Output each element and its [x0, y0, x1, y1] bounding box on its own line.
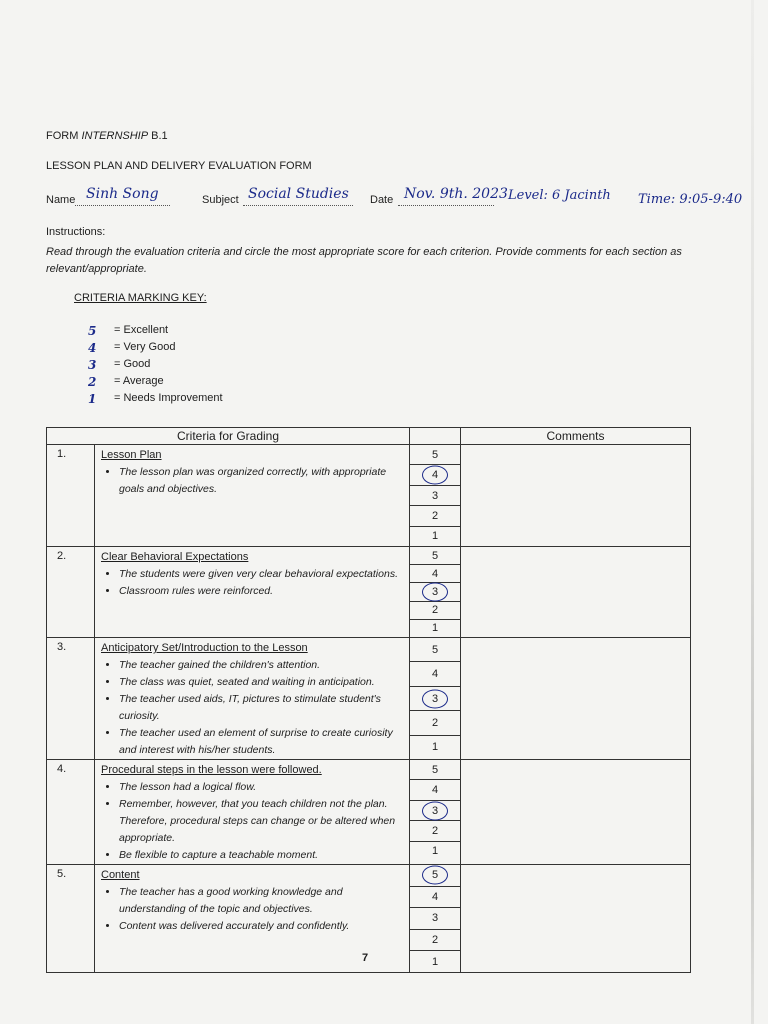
comment-cell[interactable]: [461, 760, 691, 865]
instructions-heading: Instructions:: [46, 226, 106, 238]
criterion-number: 4.: [47, 760, 95, 865]
criterion-description: [95, 547, 410, 638]
score-option[interactable]: [410, 638, 460, 662]
score-column: [410, 760, 461, 865]
page-number: 7: [362, 952, 369, 964]
criterion-number: 3.: [47, 638, 95, 760]
key-score: 3: [88, 358, 97, 372]
criterion-bullets: [101, 657, 409, 759]
selected-score-circle: [422, 466, 448, 485]
score-option[interactable]: [410, 662, 460, 686]
criterion-bullet: • The class was quiet, seated and waiting in anticipation.: [119, 674, 409, 691]
criterion-bullets: [101, 464, 409, 498]
score-value: 4: [431, 784, 439, 797]
score-column: [410, 445, 461, 547]
selected-score-circle: [422, 689, 448, 708]
score-option[interactable]: [410, 801, 460, 821]
score-value: 3: [431, 912, 439, 925]
score-value: 3: [431, 804, 439, 817]
evaluation-table: [46, 427, 691, 973]
criterion-bullets: [101, 779, 409, 864]
name-value[interactable]: Sinh Song: [86, 186, 159, 202]
criterion-description: [95, 445, 410, 547]
criterion-bullet: • The teacher has a good working knowledge and understanding of the topic and objectives.: [119, 884, 409, 918]
score-option[interactable]: [410, 711, 460, 735]
score-value: 4: [431, 668, 439, 681]
score-value: 1: [431, 955, 439, 968]
criterion-description: [95, 760, 410, 865]
score-option[interactable]: [410, 887, 460, 909]
comment-cell[interactable]: [461, 865, 691, 973]
key-label: = Average: [114, 375, 164, 387]
criteria-key-heading: CRITERIA MARKING KEY:: [74, 292, 207, 304]
comment-cell[interactable]: [461, 445, 691, 547]
score-value: 5: [431, 549, 439, 562]
form-title: LESSON PLAN AND DELIVERY EVALUATION FORM: [46, 160, 312, 172]
score-option[interactable]: [410, 930, 460, 952]
score-option[interactable]: [410, 821, 460, 841]
score-option[interactable]: [410, 602, 460, 620]
selected-score-circle: [422, 583, 448, 602]
name-dotted-line: [75, 204, 170, 206]
score-option[interactable]: [410, 527, 460, 546]
comment-cell[interactable]: [461, 547, 691, 638]
time-value[interactable]: Time: 9:05-9:40: [638, 192, 743, 207]
score-value: 4: [431, 469, 439, 482]
score-value: 2: [431, 509, 439, 522]
score-option[interactable]: [410, 951, 460, 972]
scan-shadow-edge: [751, 0, 754, 1024]
score-value: 5: [431, 643, 439, 656]
criterion-row: [47, 760, 691, 865]
criterion-bullet: • Remember, however, that you teach children not the plan. Therefore, procedural steps can change or be altered when appropriate.: [119, 796, 409, 847]
comment-cell[interactable]: [461, 638, 691, 760]
date-label: Date: [370, 194, 394, 206]
criterion-row: [47, 638, 691, 760]
score-value: 2: [431, 934, 439, 947]
score-option[interactable]: [410, 620, 460, 637]
criterion-bullet: • The students were given very clear behavioral expectations.: [119, 566, 409, 583]
key-label: = Good: [114, 358, 151, 370]
score-option[interactable]: [410, 760, 460, 780]
score-column: [410, 638, 461, 760]
score-value: 1: [431, 530, 439, 543]
key-label: = Needs Improvement: [114, 392, 223, 404]
criterion-bullet: • Be flexible to capture a teachable moment.: [119, 847, 409, 864]
criterion-title: Content: [101, 869, 140, 881]
score-value: 2: [431, 716, 439, 729]
criterion-title: Procedural steps in the lesson were followed.: [101, 764, 322, 776]
criterion-title: Lesson Plan: [101, 449, 162, 461]
score-value: 1: [431, 845, 439, 858]
score-column: [410, 865, 461, 973]
criterion-bullet: • Content was delivered accurately and confidently.: [119, 918, 409, 935]
score-option[interactable]: [410, 842, 460, 861]
score-value: 1: [431, 741, 439, 754]
level-value[interactable]: Level: 6 Jacinth: [508, 188, 611, 203]
criterion-description: [95, 638, 410, 760]
criterion-title: Anticipatory Set/Introduction to the Lesson: [101, 642, 308, 654]
score-option[interactable]: [410, 445, 460, 465]
key-score: 5: [88, 324, 97, 338]
criterion-bullet: • The teacher used aids, IT, pictures to stimulate student's curiosity.: [119, 691, 409, 725]
key-score: 2: [88, 375, 97, 389]
score-value: 5: [431, 448, 439, 461]
score-value: 3: [431, 586, 439, 598]
key-score: 1: [88, 392, 97, 406]
key-label: = Very Good: [114, 341, 176, 353]
subject-dotted-line: [243, 204, 353, 206]
score-option[interactable]: [410, 736, 460, 759]
criterion-bullets: [101, 884, 409, 935]
score-option[interactable]: [410, 687, 460, 711]
score-value: 5: [431, 763, 439, 776]
name-label: Name: [46, 194, 76, 206]
criterion-bullet: • Classroom rules were reinforced.: [119, 583, 409, 600]
subject-label: Subject: [202, 194, 239, 206]
key-label: = Excellent: [114, 324, 169, 336]
criterion-row: [47, 865, 691, 973]
instructions-text: Read through the evaluation criteria and circle the most appropriate score for each criterion. Provide comments for each section as relevant/appropriate.: [46, 246, 682, 275]
criterion-number: 2.: [47, 547, 95, 638]
score-option[interactable]: [410, 583, 460, 601]
selected-score-circle: [422, 801, 448, 820]
score-header: [410, 428, 461, 445]
score-value: 4: [431, 567, 439, 580]
score-option[interactable]: [410, 547, 460, 565]
criterion-bullet: • The lesson plan was organized correctly, with appropriate goals and objectives.: [119, 464, 409, 498]
selected-score-circle: [422, 866, 448, 885]
criterion-number: 5.: [47, 865, 95, 973]
form-code: FORM INTERNSHIP B.1: [46, 130, 168, 142]
date-dotted-line: [398, 204, 494, 206]
criterion-number: 1.: [47, 445, 95, 547]
criterion-row: [47, 445, 691, 547]
criteria-header: Criteria for Grading: [47, 428, 410, 445]
score-value: 3: [431, 489, 439, 502]
score-value: 2: [431, 604, 439, 617]
criterion-bullet: • The lesson had a logical flow.: [119, 779, 409, 796]
score-option[interactable]: [410, 908, 460, 930]
score-value: 5: [431, 869, 439, 882]
date-value[interactable]: Nov. 9th. 2023: [404, 186, 508, 202]
criterion-row: [47, 547, 691, 638]
criterion-bullet: • The teacher used an element of surprise to create curiosity and interest with his/her students.: [119, 725, 409, 759]
score-option[interactable]: [410, 506, 460, 526]
score-value: 3: [431, 692, 439, 705]
score-value: 2: [431, 824, 439, 837]
criterion-bullet: • The teacher gained the children's attention.: [119, 657, 409, 674]
score-option[interactable]: [410, 565, 460, 583]
score-column: [410, 547, 461, 638]
subject-value[interactable]: Social Studies: [248, 186, 349, 202]
score-option[interactable]: [410, 465, 460, 485]
criterion-title: Clear Behavioral Expectations: [101, 551, 249, 563]
key-score: 4: [88, 341, 97, 355]
score-option[interactable]: [410, 780, 460, 800]
score-value: 4: [431, 890, 439, 903]
score-option[interactable]: [410, 486, 460, 506]
comments-header: Comments: [461, 428, 691, 445]
criterion-bullets: [101, 566, 409, 600]
score-value: 1: [431, 622, 439, 635]
score-option[interactable]: [410, 865, 460, 887]
